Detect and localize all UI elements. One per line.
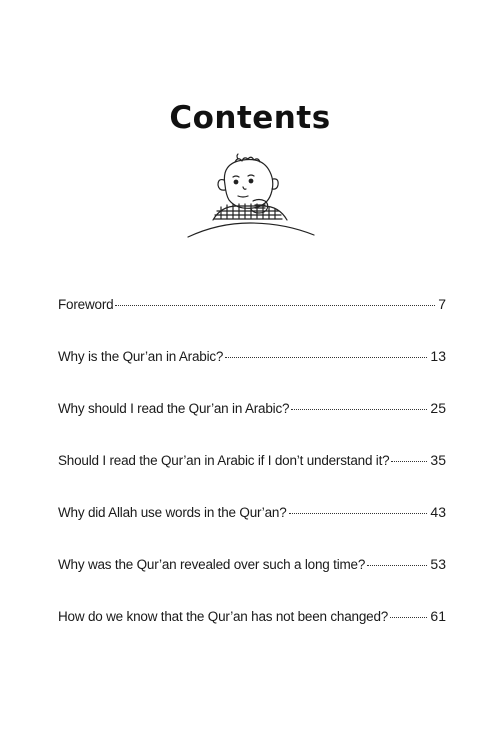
- toc-entry-page: 35: [430, 452, 446, 468]
- page-title: Contents: [169, 100, 331, 136]
- boy-thinking-illustration: [183, 145, 318, 245]
- toc-leader-dots: [391, 461, 427, 462]
- toc-entry-page: 13: [430, 348, 446, 364]
- toc-entry-title: Why should I read the Qur’an in Arabic?: [58, 401, 290, 416]
- table-of-contents: [58, 296, 446, 660]
- toc-leader-dots: [367, 565, 427, 566]
- toc-entry-title: Why did Allah use words in the Qur’an?: [58, 505, 287, 520]
- toc-entry-title: How do we know that the Qur’an has not been changed?: [58, 609, 389, 624]
- toc-entry-title: Foreword: [58, 297, 114, 312]
- toc-entry[interactable]: [58, 400, 446, 452]
- toc-entry-title: Why was the Qur’an revealed over such a long time?: [58, 557, 366, 572]
- toc-entry[interactable]: [58, 348, 446, 400]
- toc-entry[interactable]: [58, 296, 446, 348]
- toc-entry[interactable]: [58, 504, 446, 556]
- toc-entry-page: 61: [430, 608, 446, 624]
- toc-entry-page: 43: [430, 504, 446, 520]
- toc-leader-dots: [390, 617, 427, 618]
- toc-leader-dots: [225, 357, 427, 358]
- toc-entry-page: 53: [430, 556, 446, 572]
- toc-entry-title: Why is the Qur’an in Arabic?: [58, 349, 224, 364]
- toc-leader-dots: [289, 513, 428, 514]
- toc-entry-page: 7: [438, 296, 446, 312]
- toc-entry[interactable]: [58, 556, 446, 608]
- toc-leader-dots: [115, 305, 435, 306]
- toc-entry-page: 25: [430, 400, 446, 416]
- toc-entry-title: Should I read the Qur’an in Arabic if I don’t understand it?: [58, 453, 390, 468]
- toc-entry[interactable]: [58, 452, 446, 504]
- toc-leader-dots: [291, 409, 427, 410]
- toc-entry[interactable]: [58, 608, 446, 660]
